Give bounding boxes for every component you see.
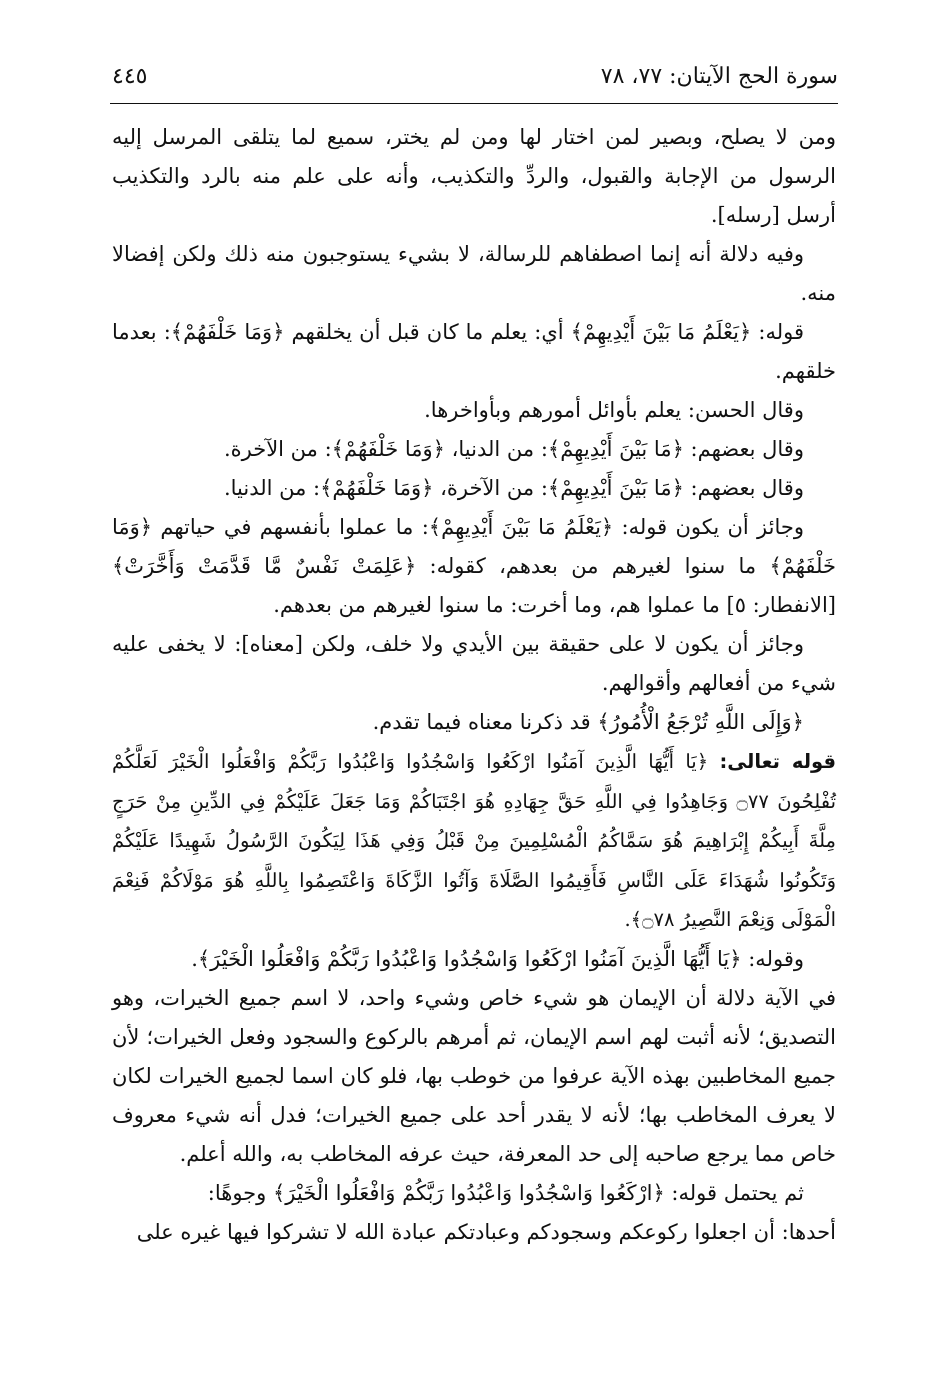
header-divider [110,103,838,104]
verse-block [112,742,836,940]
verse-lead: قوله تعالى: [719,750,837,773]
page-header [112,62,838,92]
paragraph: أحدها: أن اجعلوا ركوعكم وسجودكم وعبادتكم عبادة الله لا تشركوا فيها غيره على [136,1219,836,1244]
paragraph: وقال بعضهم: ﴿مَا بَيْنَ أَيْدِيهِمْ﴾: من الآخرة، ﴿وَمَا خَلْفَهُمْ﴾: من الدنيا. [223,476,804,500]
paragraph: وجائز أن يكون لا على حقيقة بين الأيدي ولا خلف، ولكن [معناه]: لا يخفى عليه شيء من أفعالهم وأقوالهم. [112,632,836,695]
paragraph: وقال بعضهم: ﴿مَا بَيْنَ أَيْدِيهِمْ﴾: من الدنيا، ﴿وَمَا خَلْفَهُمْ﴾: من الآخرة. [223,437,804,461]
page-body [112,118,836,1252]
paragraph: قوله: ﴿يَعْلَمُ مَا بَيْنَ أَيْدِيهِمْ﴾ أي: يعلم ما كان قبل أن يخلقهم ﴿وَمَا خَلْفَهُمْ﴾: بعدما خلقهم. [112,320,836,383]
paragraph: ﴿وَإِلَى اللَّهِ تُرْجَعُ الْأُمُورُ﴾ قد ذكرنا معناه فيما تقدم. [372,710,804,734]
paragraph: ومن لا يصلح، وبصير لمن اختار لها ومن لم يختر، سميع لما يتلقى المرسل إليه الرسول من الإجابة والقبول، والردِّ والتكذيب، وأنه على علم منه بالرد والتكذيب أرسل [رسله]. [112,125,837,227]
paragraph: وفيه دلالة أنه إنما اصطفاهم للرسالة، لا بشيء يستوجبون منه ذلك ولكن إفضالا منه. [112,242,836,305]
surah-reference: سورة الحج الآيتان: ٧٧، ٧٨ [600,64,838,89]
verse-text: ﴿يَا أَيُّهَا الَّذِينَ آمَنُوا ارْكَعُوا وَاسْجُدُوا وَاعْبُدُوا رَبَّكُمْ وَافْعَلُوا الْخَيْرَ لَعَلَّكُمْ تُفْلِحُونَ ۝٧٧ وَجَاهِدُوا فِي اللَّهِ حَقَّ جِهَادِهِ هُوَ اجْتَبَاكُمْ وَمَا جَعَلَ عَلَيْكُمْ فِي الدِّينِ مِنْ حَرَجٍ مِلَّةَ أَبِيكُمْ إِبْرَاهِيمَ هُوَ سَمَّاكُمُ الْمُسْلِمِينَ مِنْ قَبْلُ وَفِي هَذَا لِيَكُونَ الرَّسُولُ شَهِيدًا عَلَيْكُمْ وَتَكُونُوا شُهَدَاءَ عَلَى النَّاسِ فَأَقِيمُوا الصَّلَاةَ وَآتُوا الزَّكَاةَ وَاعْتَصِمُوا بِاللَّهِ هُوَ مَوْلَاكُمْ فَنِعْمَ الْمَوْلَى وَنِعْمَ النَّصِيرُ ۝٧٨﴾. [112,750,836,931]
paragraph: في الآية دلالة أن الإيمان هو شيء خاص وشيء واحد، لا اسم جميع الخيرات، وهو التصديق؛ لأنه أثبت لهم اسم الإيمان، ثم أمرهم بالركوع والسجود وفعل الخيرات؛ لأن جميع المخاطبين بهذه الآية عرفوا من خوطب بها، فلو كان اسما لجميع الخيرات لكان لا يعرف المخاطب بها؛ لأنه لا يقدر أحد على جميع الخيرات؛ فدل أنه شيء معروف خاص مما يرجع صاحبه إلى حد المعرفة، حيث عرفه المخاطب به، والله أعلم. [112,985,836,1166]
paragraph: ثم يحتمل قوله: ﴿ارْكَعُوا وَاسْجُدُوا وَاعْبُدُوا رَبَّكُمْ وَافْعَلُوا الْخَيْرَ﴾ وجوهًا: [207,1180,804,1205]
paragraph: وقال الحسن: يعلم بأوائل أمورهم وبأواخرها. [424,398,804,422]
paragraph: وجائز أن يكون قوله: ﴿يَعْلَمُ مَا بَيْنَ أَيْدِيهِمْ﴾: ما عملوا بأنفسهم في حياتهم ﴿وَمَا خَلْفَهُمْ﴾ ما سنوا لغيرهم من بعدهم، كقوله: ﴿عَلِمَتْ نَفْسٌ مَّا قَدَّمَتْ وَأَخَّرَتْ﴾ [الانفطار: ٥] ما عملوا هم، وما أخرت: ما سنوا لغيرهم من بعدهم. [112,515,836,617]
paragraph: وقوله: ﴿يَا أَيُّهَا الَّذِينَ آمَنُوا ارْكَعُوا وَاسْجُدُوا وَاعْبُدُوا رَبَّكُمْ وَافْعَلُوا الْخَيْرَ﴾. [191,946,804,971]
page-number: ٤٤٥ [112,64,148,89]
